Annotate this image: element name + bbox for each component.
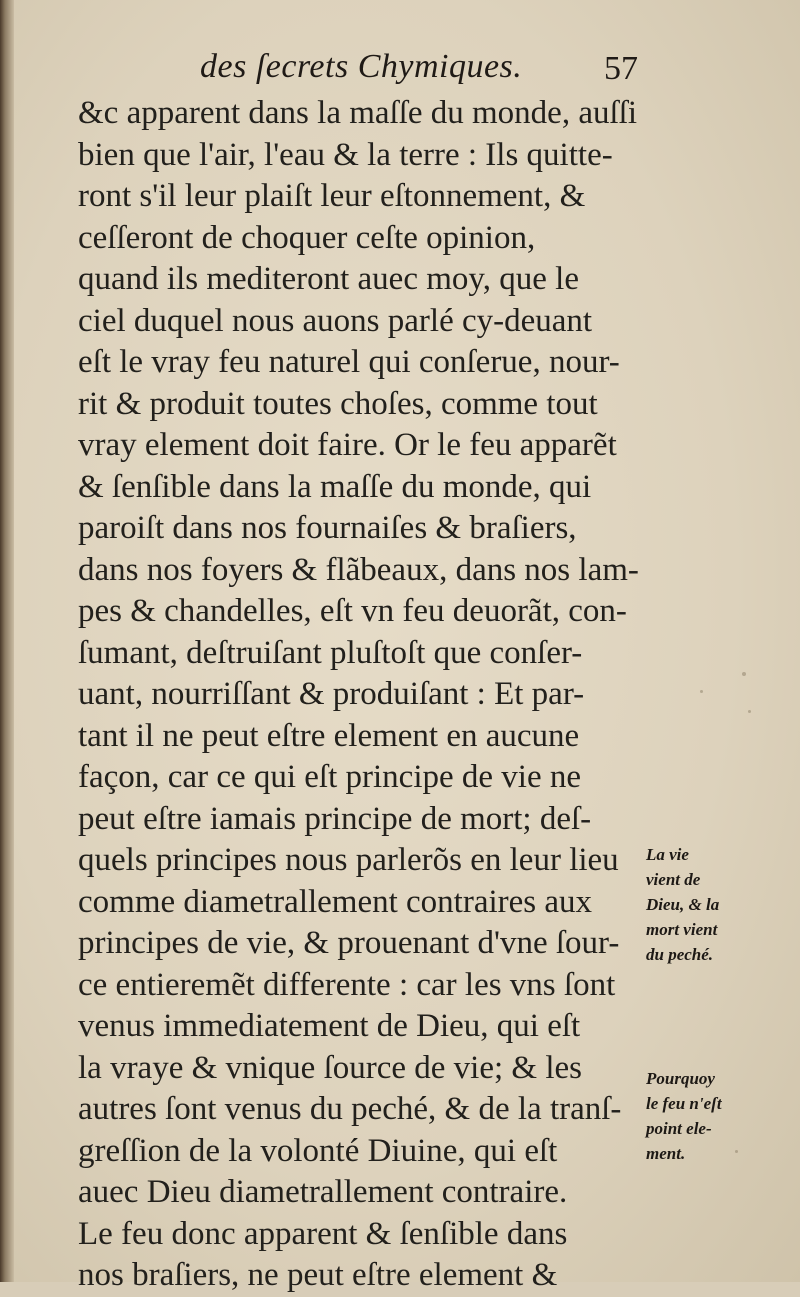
margin-note-line: vient de <box>646 870 701 889</box>
text-line: pes & chandelles, eſt vn feu deuorãt, con- <box>78 593 627 629</box>
page-header <box>0 48 800 98</box>
text-line: ciel duquel nous auons parlé cy-deuant <box>78 302 593 339</box>
text-line: bien que l'air, l'eau & la terre : Ils quitte- <box>78 136 613 173</box>
paper-speck <box>742 672 746 676</box>
text-line: greſſion de la volonté Diuine, qui eſt <box>78 1132 558 1169</box>
text-line: vray element doit faire. Or le feu apparẽt <box>78 427 617 463</box>
text-line: nos braſiers, ne peut eſtre element & <box>78 1257 558 1293</box>
text-line: quels principes nous parlerõs en leur lieu <box>78 842 619 878</box>
text-line: ceſſeront de choquer ceſte opinion, <box>78 219 536 256</box>
paper-speck <box>735 1150 738 1153</box>
text-line: Le feu donc apparent & ſenſible dans <box>78 1215 568 1252</box>
margin-note-line: du peché. <box>646 945 714 964</box>
margin-note-fire <box>646 1066 786 1166</box>
text-line: eſt le vray feu naturel qui conſerue, nour- <box>78 344 620 380</box>
text-line: venus immediatement de Dieu, qui eſt <box>78 1008 581 1044</box>
text-line: paroiſt dans nos fournaiſes & braſiers, <box>78 510 577 546</box>
margin-note-line: Dieu, & la <box>646 895 720 914</box>
text-line: comme diametrallement contraires aux <box>78 883 593 920</box>
margin-note-line: Pourquoy <box>646 1069 715 1088</box>
text-line: façon, car ce qui eſt principe de vie ne <box>78 759 581 795</box>
text-line: uant, nourriſſant & produiſant : Et par- <box>78 676 585 712</box>
paper-speck <box>700 690 703 693</box>
margin-note-line: La vie <box>646 845 689 864</box>
margin-note-line: ment. <box>646 1144 686 1163</box>
paper-speck <box>748 710 751 713</box>
text-line: dans nos foyers & flãbeaux, dans nos lam- <box>78 551 639 588</box>
text-line: peut eſtre iamais principe de mort; deſ- <box>78 800 592 837</box>
running-title: des ſecrets Chymiques. <box>200 48 523 85</box>
text-line: auec Dieu diametrallement contraire. <box>78 1174 568 1210</box>
text-line: quand ils mediteront auec moy, que le <box>78 261 579 297</box>
text-line: principes de vie, & prouenant d'vne ſour- <box>78 925 620 961</box>
text-line: la vraye & vnique ſource de vie; & les <box>78 1049 582 1086</box>
main-text <box>78 93 668 1297</box>
text-line: tant il ne peut eſtre element en aucune <box>78 717 580 754</box>
text-line: rit & produit toutes choſes, comme tout <box>78 385 598 422</box>
text-line: ront s'il leur plaiſt leur eſtonnement, & <box>78 178 586 214</box>
text-line: &c apparent dans la maſſe du monde, auſſi <box>78 95 637 131</box>
margin-note-line: le feu n'eſt <box>646 1094 722 1113</box>
text-line: & ſenſible dans la maſſe du monde, qui <box>78 468 592 505</box>
page-number: 57 <box>604 50 638 87</box>
text-line: ce entieremẽt differente : car les vns ſont <box>78 966 616 1003</box>
margin-note-line: mort vient <box>646 920 718 939</box>
text-line: autres ſont venus du peché, & de la tranſ- <box>78 1091 622 1127</box>
page-binding-edge <box>0 0 14 1282</box>
margin-note-life-death <box>646 842 786 967</box>
margin-note-line: point ele- <box>646 1119 712 1138</box>
text-line: ſumant, deſtruiſant pluſtoſt que conſer- <box>78 634 583 671</box>
